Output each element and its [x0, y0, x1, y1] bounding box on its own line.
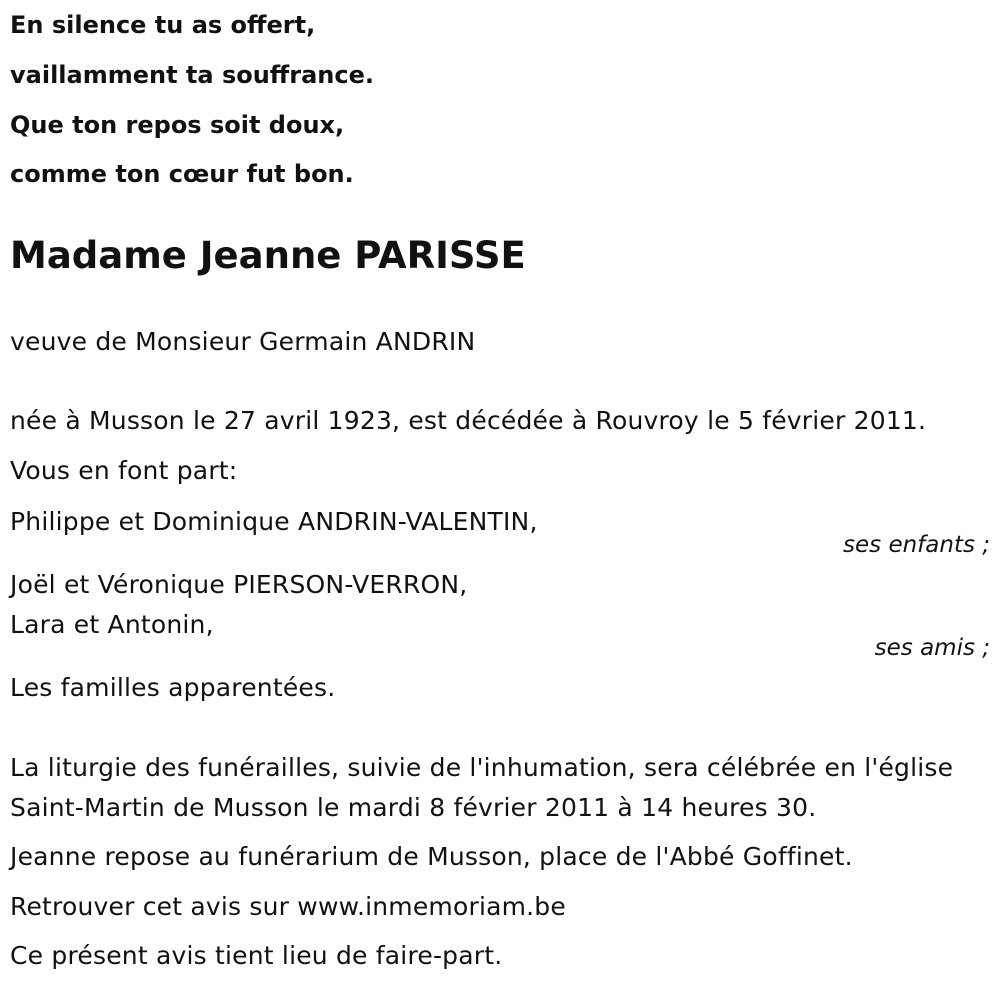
verse-line-1: En silence tu as offert,	[10, 11, 316, 39]
children-names: Philippe et Dominique ANDRIN-VALENTIN,	[10, 507, 538, 536]
birth-death-text: née à Musson le 27 avril 1923, est décédée à Rouvroy le 5 février 2011.	[10, 406, 927, 435]
liturgy-line-1: La liturgie des funérailles, suivie de l'inhumation, sera célébrée en l'église	[10, 753, 954, 782]
website-text: Retrouver cet avis sur www.inmemoriam.be	[10, 892, 566, 921]
families-text: Les familles apparentées.	[10, 673, 336, 702]
deceased-name: Madame Jeanne PARISSE	[10, 234, 526, 277]
verse-line-4: comme ton cœur fut bon.	[10, 160, 354, 188]
widow-of-text: veuve de Monsieur Germain ANDRIN	[10, 327, 476, 356]
repose-text: Jeanne repose au funérarium de Musson, place de l'Abbé Goffinet.	[10, 842, 853, 871]
friends-role: ses amis ;	[874, 635, 990, 661]
verse-line-2: vaillamment ta souffrance.	[10, 61, 374, 89]
notice-text: Ce présent avis tient lieu de faire-part.	[10, 941, 503, 970]
announcement-intro: Vous en font part:	[10, 456, 238, 485]
friends-names-2: Lara et Antonin,	[10, 610, 214, 639]
children-role: ses enfants ;	[843, 532, 990, 558]
liturgy-line-2: Saint-Martin de Musson le mardi 8 février 2011 à 14 heures 30.	[10, 793, 817, 822]
verse-line-3: Que ton repos soit doux,	[10, 111, 345, 139]
friends-names-1: Joël et Véronique PIERSON-VERRON,	[10, 570, 468, 599]
